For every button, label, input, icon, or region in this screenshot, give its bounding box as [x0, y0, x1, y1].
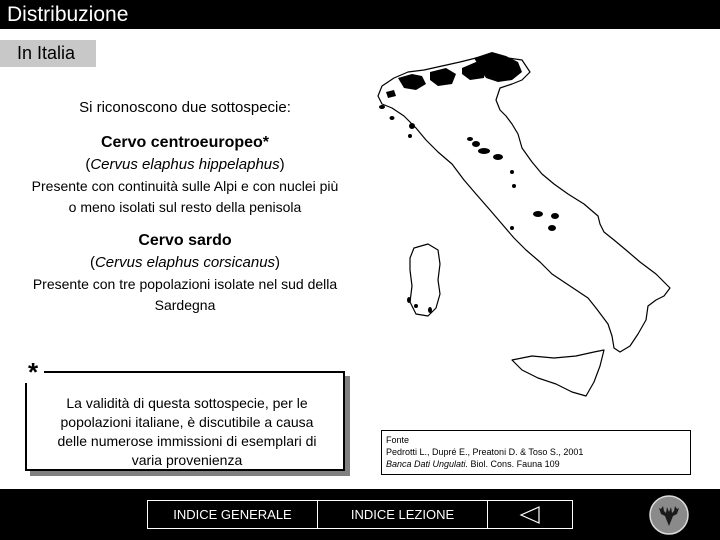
species-name: Cervo sardo: [138, 232, 232, 249]
species-block-2: [30, 230, 340, 316]
section-subtitle: In Italia: [17, 43, 76, 63]
sicily-outline: [512, 350, 604, 396]
species-description: Presente con tre popolazioni isolate nel sud della Sardegna: [32, 276, 338, 313]
species-latin: (Cervus elaphus hippelaphus): [85, 156, 285, 173]
species-block-1: [30, 132, 340, 218]
title-bar: [0, 0, 720, 29]
asterisk-marker: *: [22, 357, 44, 383]
species-description: Presente con continuità sulle Alpi e con nuclei più o meno isolati sul resto della penisola: [31, 178, 339, 215]
triangle-left-icon: [519, 506, 541, 524]
section-subtitle-box: [0, 40, 96, 67]
source-reference: [386, 458, 686, 470]
italy-map-icon: [372, 44, 712, 439]
source-label: Fonte: [386, 435, 410, 445]
species-latin: (Cervus elaphus corsicanus): [89, 254, 281, 271]
source-authors: Pedrotti L., Dupré E., Preatoni D. & Toso S., 2001: [386, 447, 584, 457]
note-text: La validità di questa sottospecie, per le popolazioni italiane, è discutibile a causa delle numerose immissioni di esemplari di varia provenienza: [57, 395, 317, 468]
general-index-button[interactable]: INDICE GENERALE: [147, 500, 318, 529]
page-title: Distribuzione: [7, 3, 129, 26]
source-title: Banca Dati Ungulati.: [386, 459, 469, 469]
back-button[interactable]: [487, 500, 573, 529]
source-box: [381, 430, 691, 475]
species-name: Cervo centroeuropeo*: [100, 134, 270, 151]
source-journal: Biol. Cons. Fauna 109: [468, 459, 560, 469]
footer-nav: [0, 489, 720, 540]
species-text: [30, 98, 340, 316]
lesson-index-button[interactable]: INDICE LEZIONE: [317, 500, 488, 529]
deer-head-logo-icon[interactable]: [649, 495, 689, 535]
note-box: [25, 371, 345, 471]
intro-text: Si riconoscono due sottospecie:: [79, 99, 291, 116]
italy-distribution-map: [372, 44, 712, 439]
